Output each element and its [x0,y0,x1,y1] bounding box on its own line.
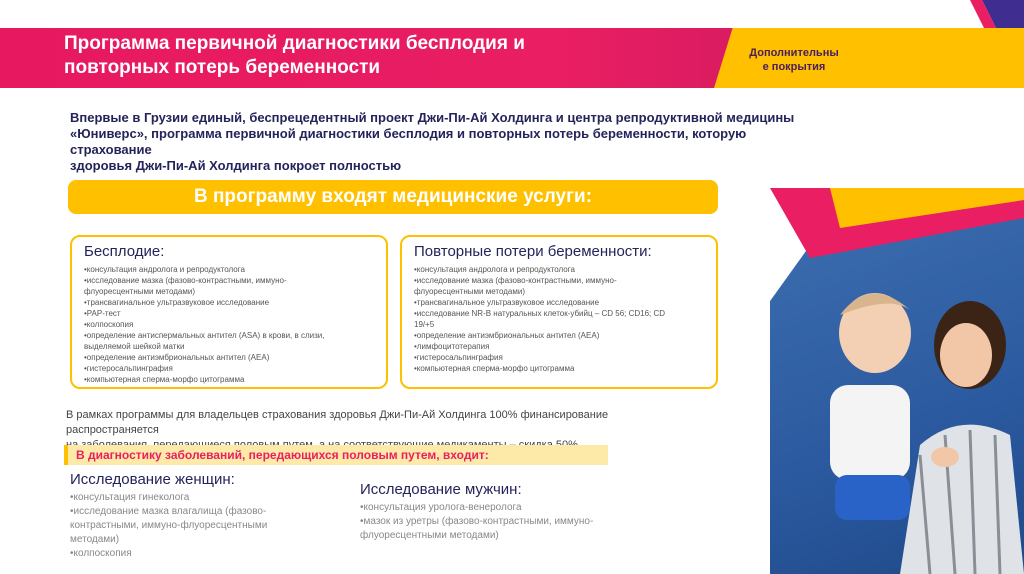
list-item: •компьютерная сперма-морфо цитограмма [84,375,245,384]
women-exam-section [70,471,320,561]
financing-note-line1: В рамках программы для владельцев страхования здоровья Джи-Пи-Ай Холдинга 100% финансирование распространяется [66,409,609,436]
page-title-line2: повторных потерь беременности [64,57,381,78]
list-item: контрастными, иммуно-флуоресцентными [70,520,268,531]
intro-line3: здоровья Джи-Пи-Ай Холдинга покроет полностью [70,158,402,173]
list-item: •трансвагинальное ультразвуковое исследование [414,298,600,307]
header-bar [0,28,1024,88]
page-title [64,32,664,80]
intro-paragraph [70,110,800,174]
list-item: •мазок из уретры (фазово-контрастными, иммуно- [360,516,594,527]
list-item: методами) [70,534,120,545]
men-exam-list [360,501,650,543]
infertility-title: Бесплодие: [84,243,165,260]
men-exam-section [360,481,650,543]
pregnancy-losses-list [414,264,704,374]
list-item: 19/+5 [414,320,435,329]
list-item: •трансвагинальное ультразвуковое исследование [84,298,270,307]
men-exam-title: Исследование мужчин: [360,481,522,498]
list-item: флуоресцентными методами) [360,530,499,541]
list-item: флуоресцентными методами) [414,287,525,296]
list-item: •исследование мазка влагалища (фазово- [70,506,267,517]
list-item: •PAP-тест [84,309,121,318]
women-exam-title: Исследование женщин: [70,471,235,488]
list-item: •определение антиэмбриональных антител (AEA) [84,353,270,362]
list-item: •колпоскопия [70,548,132,559]
extra-coverage-line2: е покрытия [762,61,826,73]
intro-line2: «Юниверс», программа первичной диагностики бесплодия и повторных потерь беременности, которую страхование [70,126,747,157]
services-banner: В программу входят медицинские услуги: [68,180,718,214]
list-item: •консультация андролога и репродуктолога [414,265,575,274]
std-heading-bar [64,445,608,465]
list-item: •исследование мазка (фазово-контрастными, иммуно- [84,276,287,285]
list-item: •исследование NR-B натуральных клеток-убийц – CD 56; CD16; CD [414,309,666,318]
list-item: выделяемой шейкой матки [84,342,185,351]
infertility-box [70,235,388,389]
list-item: •исследование мазка (фазово-контрастными, иммуно- [414,276,617,285]
list-item: •определение антиэмбриональных антител (AEA) [414,331,600,340]
pregnancy-losses-title: Повторные потери беременности: [414,243,652,260]
std-heading: В диагностику заболеваний, передающихся половым путем, входит: [76,448,489,462]
pregnancy-losses-box [400,235,718,389]
women-exam-list [70,491,320,561]
extra-coverage-line1: Дополнительны [749,47,839,59]
list-item: •гистеросальпинграфия [414,353,503,362]
list-item: •компьютерная сперма-морфо цитограмма [414,364,575,373]
list-item: •консультация уролога-венеролога [360,502,522,513]
list-item: •определение антиспермальных антител (ASA) в крови, в слизи, [84,331,325,340]
photo-stripes-decoration [770,188,1024,258]
page-title-line1: Программа первичной диагностики бесплодия и [64,33,525,54]
list-item: •колпоскопия [84,320,134,329]
infertility-list [84,264,374,385]
intro-line1: Впервые в Грузии единый, беспрецедентный проект Джи-Пи-Ай Холдинга и центра репродуктивной медицины [70,110,795,125]
extra-coverage-label [744,46,844,74]
list-item: •гистеросальпинграфия [84,364,173,373]
list-item: флуоресцентными методами) [84,287,195,296]
list-item: •лимфоцитотерапия [414,342,490,351]
list-item: •консультация андролога и репродуктолога [84,265,245,274]
list-item: •консультация гинеколога [70,492,190,503]
